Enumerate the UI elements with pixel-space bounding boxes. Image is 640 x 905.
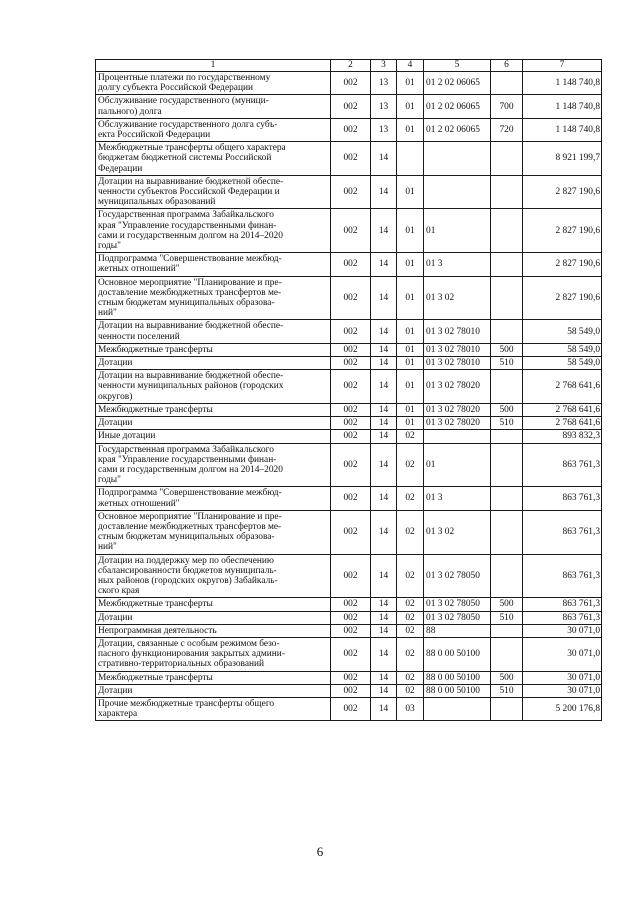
amount-cell: 1 148 740,8 bbox=[523, 118, 602, 141]
subsection-code-cell: 02 bbox=[397, 624, 424, 637]
page-number: 6 bbox=[316, 844, 324, 859]
table-row bbox=[96, 487, 602, 510]
expense-type-cell: 510 bbox=[491, 611, 523, 624]
row-name-cell: Государственная программа Забайкальского края "Управление государственными финан- сами и государственным долгом на 2014–2020 годы" bbox=[96, 443, 331, 487]
table-row bbox=[96, 430, 602, 443]
expense-type-cell bbox=[491, 443, 523, 487]
section-code-cell: 14 bbox=[371, 417, 397, 430]
amount-cell: 863 761,3 bbox=[523, 598, 602, 611]
section-code-cell: 14 bbox=[371, 598, 397, 611]
table-row bbox=[96, 671, 602, 684]
admin-code-cell: 002 bbox=[331, 276, 371, 320]
expense-type-cell bbox=[491, 276, 523, 320]
table-row bbox=[96, 118, 602, 141]
section-code-cell: 14 bbox=[371, 554, 397, 598]
expense-type-cell bbox=[491, 697, 523, 720]
admin-code-cell: 002 bbox=[331, 554, 371, 598]
admin-code-cell: 002 bbox=[331, 175, 371, 209]
amount-cell: 8 921 199,7 bbox=[523, 142, 602, 176]
row-name-cell: Дотации bbox=[96, 357, 331, 370]
subsection-code-cell: 02 bbox=[397, 487, 424, 510]
subsection-code-cell: 02 bbox=[397, 611, 424, 624]
expense-type-cell bbox=[491, 637, 523, 671]
row-name-cell: Дотации на выравнивание бюджетной обеспе- ченности поселений bbox=[96, 320, 331, 343]
expense-type-cell bbox=[491, 175, 523, 209]
expense-type-cell: 500 bbox=[491, 403, 523, 416]
section-code-cell: 14 bbox=[371, 370, 397, 404]
target-article-cell: 01 3 bbox=[424, 253, 491, 276]
target-article-cell: 01 3 02 78010 bbox=[424, 320, 491, 343]
admin-code-cell: 002 bbox=[331, 95, 371, 118]
row-name-cell: Обслуживание государственного долга субъ- екта Российской Федерации bbox=[96, 118, 331, 141]
target-article-cell: 01 3 02 78020 bbox=[424, 370, 491, 404]
amount-cell: 2 768 641,6 bbox=[523, 370, 602, 404]
row-name-cell: Процентные платежи по государственному долгу субъекта Российской Федерации bbox=[96, 72, 331, 95]
target-article-cell: 01 3 02 78050 bbox=[424, 611, 491, 624]
target-article-cell: 01 3 02 bbox=[424, 276, 491, 320]
row-name-cell: Подпрограмма "Совершенствование межбюд- жетных отношений" bbox=[96, 253, 331, 276]
expense-type-cell: 510 bbox=[491, 684, 523, 697]
budget-table bbox=[95, 59, 602, 721]
table-row bbox=[96, 554, 602, 598]
target-article-cell: 01 3 02 78020 bbox=[424, 403, 491, 416]
subsection-code-cell: 01 bbox=[397, 209, 424, 253]
admin-code-cell: 002 bbox=[331, 443, 371, 487]
table-row bbox=[96, 417, 602, 430]
admin-code-cell: 002 bbox=[331, 320, 371, 343]
amount-cell: 2 768 641,6 bbox=[523, 417, 602, 430]
subsection-code-cell: 02 bbox=[397, 554, 424, 598]
section-code-cell: 14 bbox=[371, 320, 397, 343]
section-code-cell: 14 bbox=[371, 611, 397, 624]
section-code-cell: 13 bbox=[371, 118, 397, 141]
section-code-cell: 14 bbox=[371, 443, 397, 487]
table-row bbox=[96, 611, 602, 624]
subsection-code-cell: 01 bbox=[397, 118, 424, 141]
table-row bbox=[96, 357, 602, 370]
expense-type-cell: 500 bbox=[491, 671, 523, 684]
amount-cell: 58 549,0 bbox=[523, 320, 602, 343]
section-code-cell: 14 bbox=[371, 637, 397, 671]
column-header-4: 4 bbox=[397, 60, 424, 72]
column-header-7: 7 bbox=[523, 60, 602, 72]
row-name-cell: Прочие межбюджетные трансферты общего характера bbox=[96, 697, 331, 720]
expense-type-cell: 510 bbox=[491, 417, 523, 430]
row-name-cell: Непрограммная деятельность bbox=[96, 624, 331, 637]
table-row bbox=[96, 209, 602, 253]
subsection-code-cell: 01 bbox=[397, 370, 424, 404]
amount-cell: 893 832,3 bbox=[523, 430, 602, 443]
row-name-cell: Подпрограмма "Совершенствование межбюд- жетных отношений" bbox=[96, 487, 331, 510]
admin-code-cell: 002 bbox=[331, 142, 371, 176]
target-article-cell: 01 3 02 bbox=[424, 510, 491, 554]
subsection-code-cell: 02 bbox=[397, 684, 424, 697]
target-article-cell: 01 3 02 78020 bbox=[424, 417, 491, 430]
admin-code-cell: 002 bbox=[331, 598, 371, 611]
column-header-6: 6 bbox=[491, 60, 523, 72]
subsection-code-cell: 02 bbox=[397, 510, 424, 554]
amount-cell: 2 827 190,6 bbox=[523, 253, 602, 276]
column-header-5: 5 bbox=[424, 60, 491, 72]
amount-cell: 30 071,0 bbox=[523, 637, 602, 671]
table-row bbox=[96, 598, 602, 611]
admin-code-cell: 002 bbox=[331, 357, 371, 370]
section-code-cell: 14 bbox=[371, 142, 397, 176]
table-row bbox=[96, 72, 602, 95]
amount-cell: 2 768 641,6 bbox=[523, 403, 602, 416]
row-name-cell: Дотации на поддержку мер по обеспечению сбалансированности бюджетов муниципаль- ных районов (городских округов) Забайкаль- ского края bbox=[96, 554, 331, 598]
subsection-code-cell: 02 bbox=[397, 598, 424, 611]
admin-code-cell: 002 bbox=[331, 430, 371, 443]
table-row bbox=[96, 95, 602, 118]
admin-code-cell: 002 bbox=[331, 697, 371, 720]
section-code-cell: 14 bbox=[371, 209, 397, 253]
section-code-cell: 14 bbox=[371, 487, 397, 510]
subsection-code-cell: 01 bbox=[397, 357, 424, 370]
admin-code-cell: 002 bbox=[331, 209, 371, 253]
table-row bbox=[96, 637, 602, 671]
expense-type-cell bbox=[491, 624, 523, 637]
row-name-cell: Государственная программа Забайкальского края "Управление государственными финан- сами и государственным долгом на 2014–2020 годы" bbox=[96, 209, 331, 253]
table-header bbox=[96, 60, 602, 72]
table-row bbox=[96, 320, 602, 343]
amount-cell: 863 761,3 bbox=[523, 611, 602, 624]
row-name-cell: Межбюджетные трансферты bbox=[96, 598, 331, 611]
target-article-cell: 88 0 00 50100 bbox=[424, 671, 491, 684]
target-article-cell: 88 bbox=[424, 624, 491, 637]
amount-cell: 58 549,0 bbox=[523, 357, 602, 370]
admin-code-cell: 002 bbox=[331, 72, 371, 95]
section-code-cell: 13 bbox=[371, 95, 397, 118]
target-article-cell: 01 3 bbox=[424, 487, 491, 510]
target-article-cell: 01 bbox=[424, 443, 491, 487]
subsection-code-cell: 01 bbox=[397, 72, 424, 95]
admin-code-cell: 002 bbox=[331, 684, 371, 697]
admin-code-cell: 002 bbox=[331, 403, 371, 416]
table-row bbox=[96, 276, 602, 320]
target-article-cell bbox=[424, 697, 491, 720]
amount-cell: 2 827 190,6 bbox=[523, 175, 602, 209]
row-name-cell: Межбюджетные трансферты bbox=[96, 403, 331, 416]
admin-code-cell: 002 bbox=[331, 253, 371, 276]
column-header-3: 3 bbox=[371, 60, 397, 72]
expense-type-cell bbox=[491, 253, 523, 276]
row-name-cell: Иные дотации bbox=[96, 430, 331, 443]
amount-cell: 863 761,3 bbox=[523, 487, 602, 510]
target-article-cell: 01 3 02 78010 bbox=[424, 357, 491, 370]
amount-cell: 863 761,3 bbox=[523, 510, 602, 554]
table-row bbox=[96, 403, 602, 416]
section-code-cell: 14 bbox=[371, 343, 397, 356]
row-name-cell: Межбюджетные трансферты bbox=[96, 671, 331, 684]
section-code-cell: 14 bbox=[371, 276, 397, 320]
section-code-cell: 14 bbox=[371, 671, 397, 684]
expense-type-cell: 700 bbox=[491, 95, 523, 118]
header-row bbox=[96, 60, 602, 72]
amount-cell: 1 148 740,8 bbox=[523, 95, 602, 118]
expense-type-cell bbox=[491, 554, 523, 598]
expense-type-cell bbox=[491, 370, 523, 404]
admin-code-cell: 002 bbox=[331, 417, 371, 430]
table-row bbox=[96, 253, 602, 276]
section-code-cell: 13 bbox=[371, 72, 397, 95]
section-code-cell: 14 bbox=[371, 430, 397, 443]
table-row bbox=[96, 510, 602, 554]
section-code-cell: 14 bbox=[371, 253, 397, 276]
expense-type-cell: 500 bbox=[491, 343, 523, 356]
amount-cell: 5 200 176,8 bbox=[523, 697, 602, 720]
expense-type-cell bbox=[491, 510, 523, 554]
row-name-cell: Межбюджетные трансферты bbox=[96, 343, 331, 356]
subsection-code-cell: 01 bbox=[397, 276, 424, 320]
target-article-cell: 01 2 02 06065 bbox=[424, 118, 491, 141]
target-article-cell: 01 2 02 06065 bbox=[424, 72, 491, 95]
expense-type-cell bbox=[491, 142, 523, 176]
row-name-cell: Дотации, связанные с особым режимом безо- пасного функционирования закрытых админи- стративно-территориальных образований bbox=[96, 637, 331, 671]
row-name-cell: Дотации на выравнивание бюджетной обеспе- ченности субъектов Российской Федерации и муниципальных образований bbox=[96, 175, 331, 209]
table-body bbox=[96, 72, 602, 721]
admin-code-cell: 002 bbox=[331, 510, 371, 554]
table-row bbox=[96, 624, 602, 637]
target-article-cell: 01 3 02 78050 bbox=[424, 598, 491, 611]
column-header-2: 2 bbox=[331, 60, 371, 72]
admin-code-cell: 002 bbox=[331, 343, 371, 356]
amount-cell: 863 761,3 bbox=[523, 443, 602, 487]
subsection-code-cell bbox=[397, 142, 424, 176]
target-article-cell: 88 0 00 50100 bbox=[424, 684, 491, 697]
table-row bbox=[96, 684, 602, 697]
row-name-cell: Межбюджетные трансферты общего характера бюджетам бюджетной системы Российской Федерации bbox=[96, 142, 331, 176]
admin-code-cell: 002 bbox=[331, 624, 371, 637]
target-article-cell bbox=[424, 430, 491, 443]
target-article-cell bbox=[424, 142, 491, 176]
expense-type-cell bbox=[491, 320, 523, 343]
amount-cell: 30 071,0 bbox=[523, 624, 602, 637]
target-article-cell: 01 2 02 06065 bbox=[424, 95, 491, 118]
subsection-code-cell: 03 bbox=[397, 697, 424, 720]
expense-type-cell: 500 bbox=[491, 598, 523, 611]
amount-cell: 58 549,0 bbox=[523, 343, 602, 356]
expense-type-cell: 510 bbox=[491, 357, 523, 370]
section-code-cell: 14 bbox=[371, 510, 397, 554]
section-code-cell: 14 bbox=[371, 684, 397, 697]
table-row bbox=[96, 370, 602, 404]
table-row bbox=[96, 175, 602, 209]
amount-cell: 30 071,0 bbox=[523, 671, 602, 684]
target-article-cell bbox=[424, 175, 491, 209]
subsection-code-cell: 01 bbox=[397, 343, 424, 356]
subsection-code-cell: 01 bbox=[397, 320, 424, 343]
table-row bbox=[96, 343, 602, 356]
row-name-cell: Дотации на выравнивание бюджетной обеспе- ченности муниципальных районов (городских округов) bbox=[96, 370, 331, 404]
subsection-code-cell: 01 bbox=[397, 403, 424, 416]
target-article-cell: 01 3 02 78010 bbox=[424, 343, 491, 356]
amount-cell: 30 071,0 bbox=[523, 684, 602, 697]
expense-type-cell bbox=[491, 72, 523, 95]
subsection-code-cell: 01 bbox=[397, 253, 424, 276]
table-row bbox=[96, 443, 602, 487]
row-name-cell: Основное мероприятие "Планирование и пре- доставление межбюджетных трансфертов ме- стным бюджетам муниципальных образова- ний" bbox=[96, 276, 331, 320]
section-code-cell: 14 bbox=[371, 697, 397, 720]
amount-cell: 2 827 190,6 bbox=[523, 276, 602, 320]
table-row bbox=[96, 697, 602, 720]
admin-code-cell: 002 bbox=[331, 118, 371, 141]
subsection-code-cell: 02 bbox=[397, 430, 424, 443]
section-code-cell: 14 bbox=[371, 624, 397, 637]
row-name-cell: Дотации bbox=[96, 417, 331, 430]
target-article-cell: 01 bbox=[424, 209, 491, 253]
row-name-cell: Основное мероприятие "Планирование и пре- доставление межбюджетных трансфертов ме- стным бюджетам муниципальных образова- ний" bbox=[96, 510, 331, 554]
amount-cell: 863 761,3 bbox=[523, 554, 602, 598]
expense-type-cell bbox=[491, 487, 523, 510]
admin-code-cell: 002 bbox=[331, 671, 371, 684]
expense-type-cell: 720 bbox=[491, 118, 523, 141]
amount-cell: 1 148 740,8 bbox=[523, 72, 602, 95]
subsection-code-cell: 02 bbox=[397, 671, 424, 684]
admin-code-cell: 002 bbox=[331, 637, 371, 671]
row-name-cell: Дотации bbox=[96, 684, 331, 697]
expense-type-cell bbox=[491, 430, 523, 443]
subsection-code-cell: 01 bbox=[397, 95, 424, 118]
row-name-cell: Обслуживание государственного (муници- пального) долга bbox=[96, 95, 331, 118]
row-name-cell: Дотации bbox=[96, 611, 331, 624]
column-header-1: 1 bbox=[96, 60, 331, 72]
expense-type-cell bbox=[491, 209, 523, 253]
section-code-cell: 14 bbox=[371, 357, 397, 370]
target-article-cell: 88 0 00 50100 bbox=[424, 637, 491, 671]
admin-code-cell: 002 bbox=[331, 487, 371, 510]
subsection-code-cell: 02 bbox=[397, 443, 424, 487]
subsection-code-cell: 01 bbox=[397, 417, 424, 430]
target-article-cell: 01 3 02 78050 bbox=[424, 554, 491, 598]
admin-code-cell: 002 bbox=[331, 370, 371, 404]
admin-code-cell: 002 bbox=[331, 611, 371, 624]
table-row bbox=[96, 142, 602, 176]
amount-cell: 2 827 190,6 bbox=[523, 209, 602, 253]
subsection-code-cell: 01 bbox=[397, 175, 424, 209]
section-code-cell: 14 bbox=[371, 175, 397, 209]
section-code-cell: 14 bbox=[371, 403, 397, 416]
subsection-code-cell: 02 bbox=[397, 637, 424, 671]
